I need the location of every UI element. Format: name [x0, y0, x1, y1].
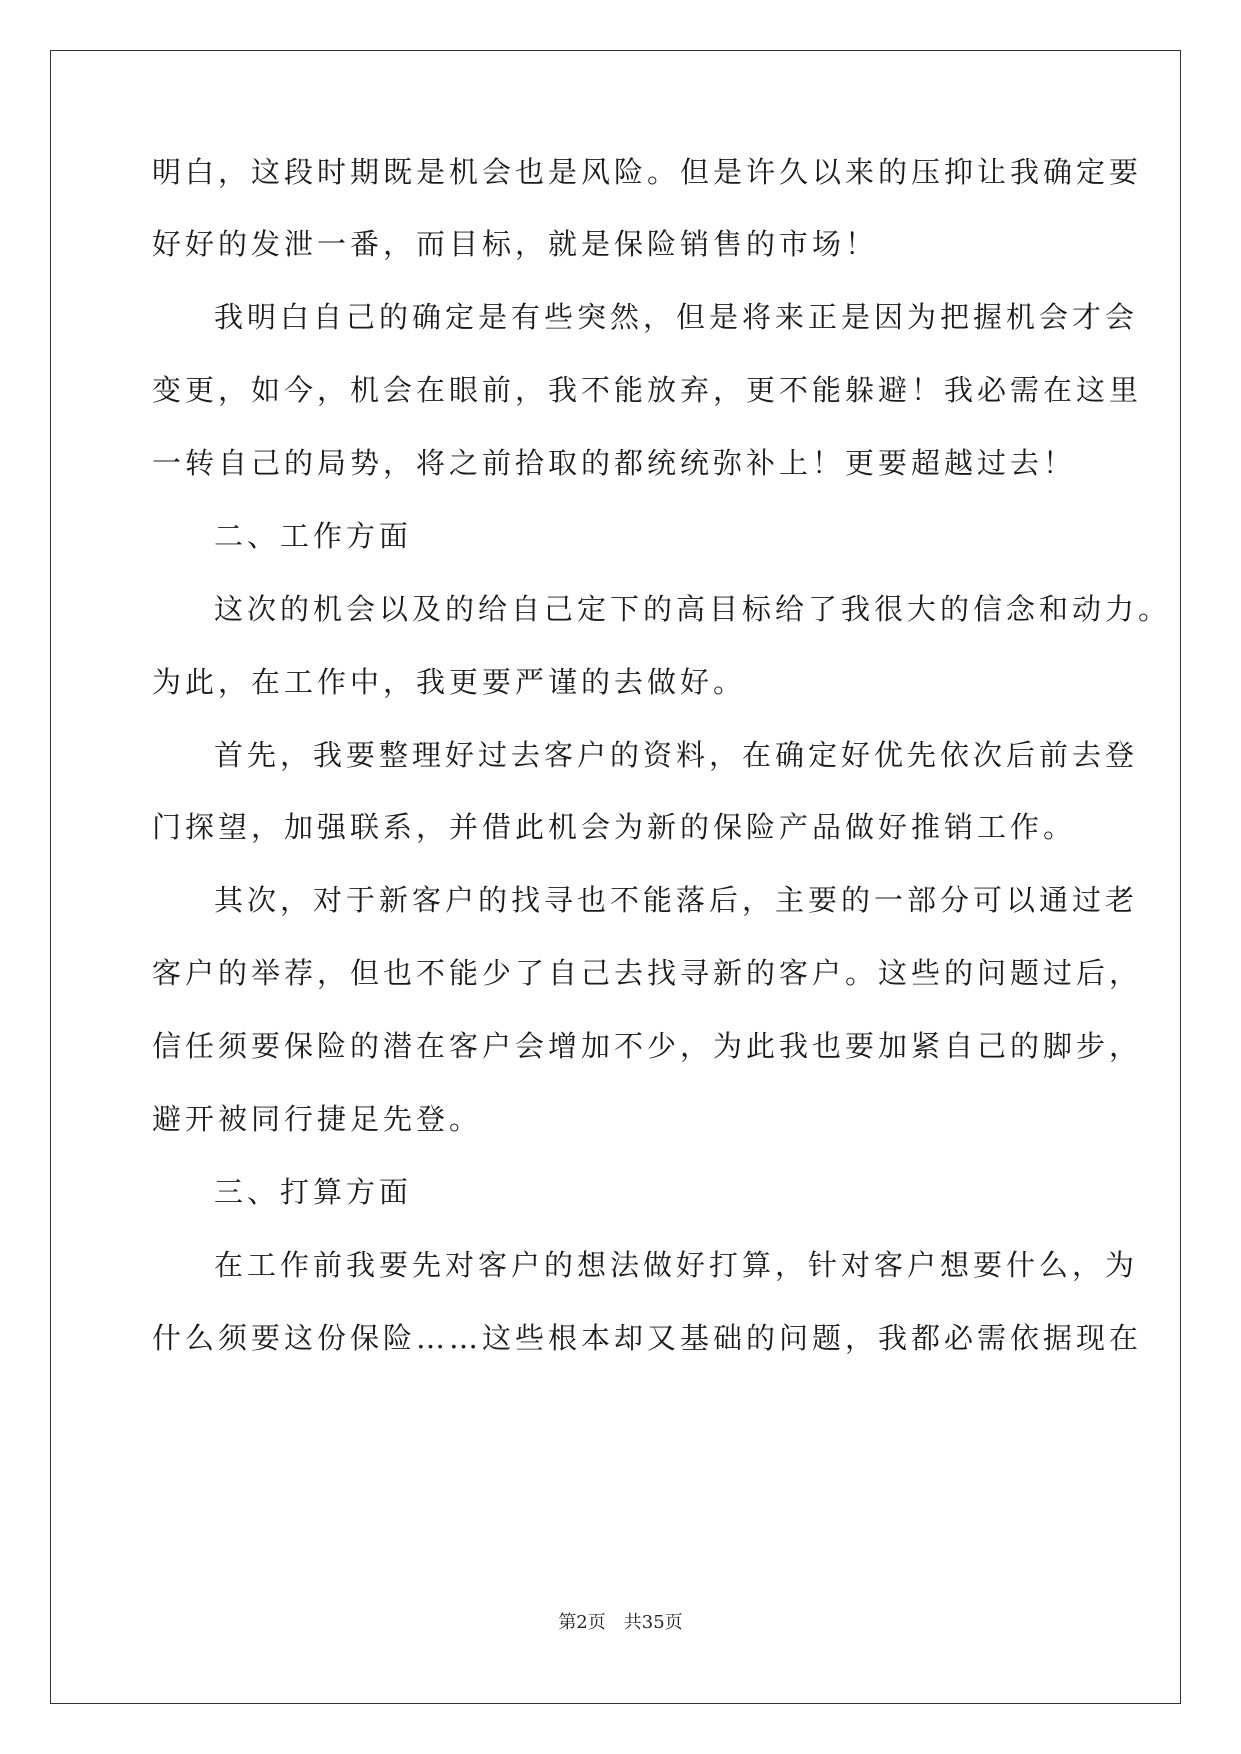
page-number: 第2页: [558, 1612, 606, 1633]
paragraph-line: 客户的举荐，但也不能少了自己去找寻新的客户。这些的问题过后，: [152, 956, 1143, 990]
paragraph-line: 在工作前我要先对客户的想法做好打算，针对客户想要什么，为: [214, 1248, 1139, 1282]
paragraph-line: 信任须要保险的潜在客户会增加不少，为此我也要加紧自己的脚步，: [152, 1029, 1143, 1063]
paragraph-line: 变更，如今，机会在眼前，我不能放弃，更不能躲避！我必需在这里: [152, 373, 1143, 407]
section-heading: 三、打算方面: [214, 1175, 413, 1209]
page-footer: [0, 1611, 1241, 1635]
paragraph-line: 避开被同行捷足先登。: [152, 1102, 483, 1136]
paragraph-line: 好好的发泄一番，而目标，就是保险销售的市场！: [152, 227, 879, 261]
paragraph-line: 为此，在工作中，我更要严谨的去做好。: [152, 665, 747, 699]
paragraph-line: 门探望，加强联系，并借此机会为新的保险产品做好推销工作。: [152, 810, 1077, 844]
section-heading: 二、工作方面: [214, 519, 413, 553]
paragraph-line: 一转自己的局势，将之前拾取的都统统弥补上！更要超越过去！: [152, 446, 1077, 480]
paragraph-line: 这次的机会以及的给自己定下的高目标给了我很大的信念和动力。: [214, 592, 1172, 626]
paragraph-line: 我明白自己的确定是有些突然，但是将来正是因为把握机会才会: [214, 300, 1139, 334]
paragraph-line: 什么须要这份保险……这些根本却又基础的问题，我都必需依据现在: [152, 1321, 1143, 1355]
page-total: 共35页: [623, 1612, 683, 1633]
paragraph-line: 首先，我要整理好过去客户的资料，在确定好优先依次后前去登: [214, 738, 1139, 772]
paragraph-line: 其次，对于新客户的找寻也不能落后，主要的一部分可以通过老: [214, 883, 1139, 917]
paragraph-line: 明白，这段时期既是机会也是风险。但是许久以来的压抑让我确定要: [152, 155, 1143, 189]
